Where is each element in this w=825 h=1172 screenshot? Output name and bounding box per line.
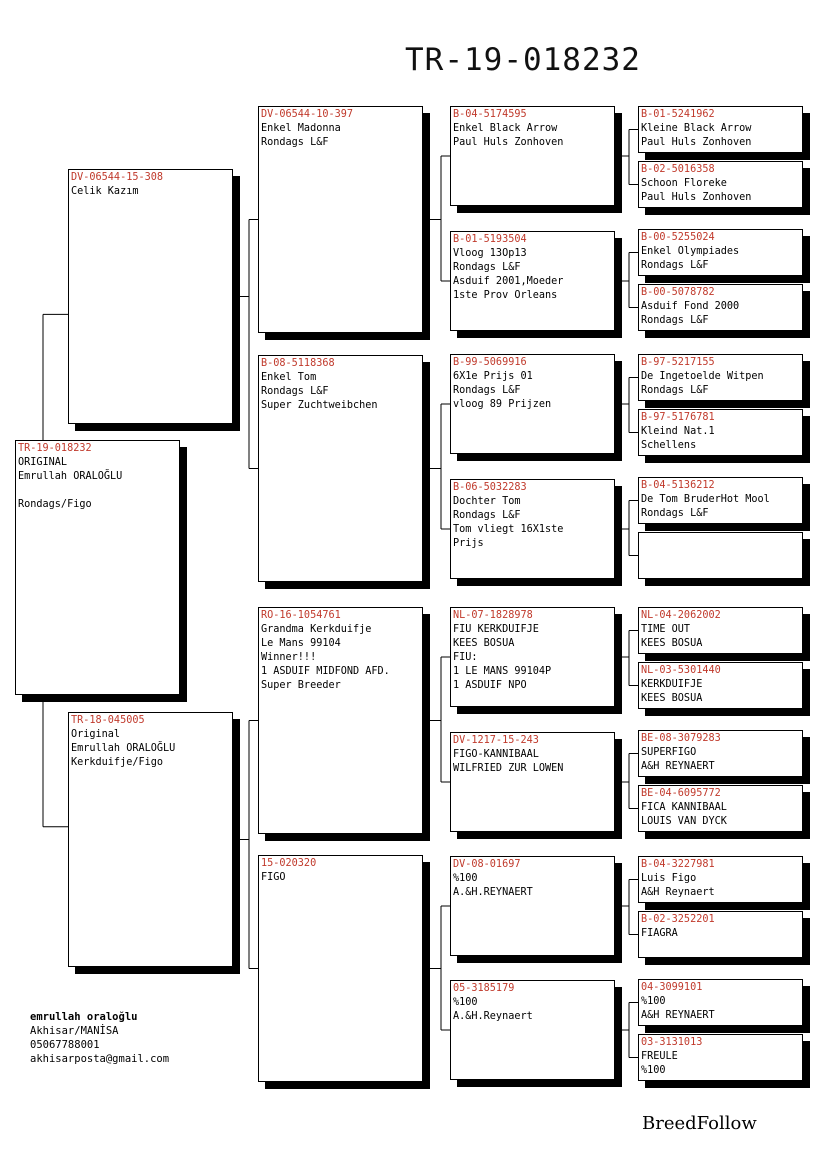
card-line: Rondags L&F [453, 385, 521, 396]
card-line: Winner!!! [261, 652, 317, 663]
card-text [639, 533, 802, 535]
card-line: FIU: [453, 652, 478, 663]
card-line: Vloog 13Op13 [453, 248, 527, 259]
card-text [639, 980, 802, 1024]
card-line: TIME OUT [641, 624, 691, 635]
card-text [259, 608, 422, 694]
card-line: Rondags L&F [641, 315, 709, 326]
breeder-email: akhisarposta@gmail.com [30, 1053, 170, 1065]
card-text [451, 480, 614, 552]
card-line: Grandma Kerkduifje [261, 624, 372, 635]
ancestor-card-g4-9 [638, 607, 803, 654]
card-line: Rondags L&F [261, 137, 329, 148]
card-line: Rondags L&F [641, 260, 709, 271]
ancestor-card-g4-13 [638, 856, 803, 903]
card-line: Super Breeder [261, 680, 341, 691]
card-line: KERKDUIFJE [641, 679, 703, 690]
card-line: FIGO-KANNIBAAL [453, 749, 539, 760]
card-line: ORIGINAL [18, 457, 68, 468]
ring-number: B-97-5176781 [641, 412, 715, 423]
card-line: FICA KANNIBAAL [641, 802, 727, 813]
card-line: De Tom BruderHot Mool [641, 494, 770, 505]
card-line: Paul Huls Zonhoven [641, 137, 752, 148]
ring-number: DV-06544-15-308 [71, 172, 164, 183]
card-text [639, 162, 802, 206]
card-line: Rondags L&F [453, 510, 521, 521]
card-line: KEES BOSUA [641, 693, 703, 704]
card-text [639, 1035, 802, 1079]
card-line [18, 484, 177, 498]
ring-number: B-00-5078782 [641, 287, 715, 298]
ancestor-card-g4-8 [638, 532, 803, 579]
ring-number: 03-3131013 [641, 1037, 703, 1048]
card-line: 6X1e Prijs 01 [453, 371, 533, 382]
ring-number: NL-07-1828978 [453, 610, 533, 621]
card-text [451, 857, 614, 901]
card-line: Enkel Tom [261, 372, 317, 383]
ancestor-card-g3-3 [450, 354, 615, 454]
card-line: Rondags L&F [641, 385, 709, 396]
card-text [259, 856, 422, 886]
card-line: %100 [641, 1065, 666, 1076]
ancestor-card-g4-10 [638, 662, 803, 709]
card-line: De Ingetoelde Witpen [641, 371, 764, 382]
subject-card [15, 440, 180, 695]
card-line: Rondags L&F [453, 262, 521, 273]
card-text [639, 285, 802, 329]
ring-number: B-04-3227981 [641, 859, 715, 870]
ancestor-card-g3-5 [450, 607, 615, 707]
ring-number: TR-19-018232 [18, 443, 92, 454]
card-text [69, 713, 232, 771]
ancestor-card-g2-1 [258, 106, 423, 333]
card-line: Original [71, 729, 121, 740]
card-line: %100 [453, 873, 478, 884]
ancestor-card-g3-1 [450, 106, 615, 206]
ring-number: B-02-5016358 [641, 164, 715, 175]
ancestor-card-g4-3 [638, 229, 803, 276]
card-line: LOUIS VAN DYCK [641, 816, 727, 827]
card-line: Luis Figo [641, 873, 697, 884]
card-line: FIGO [261, 872, 286, 883]
breeder-name: emrullah oraloğlu [30, 1011, 138, 1023]
ancestor-card-g4-14 [638, 911, 803, 958]
card-line: SUPERFIGO [641, 747, 697, 758]
ancestor-card-g3-8 [450, 980, 615, 1080]
card-text [639, 786, 802, 830]
card-line: Enkel Black Arrow [453, 123, 558, 134]
card-text [639, 107, 802, 151]
card-line: Emrullah ORALOĞLU [71, 743, 176, 754]
card-line: A&H REYNAERT [641, 1010, 715, 1021]
ring-number: BE-04-6095772 [641, 788, 721, 799]
ring-number: DV-08-01697 [453, 859, 521, 870]
card-line: FIAGRA [641, 928, 678, 939]
card-line: WILFRIED ZUR LOWEN [453, 763, 564, 774]
card-line: FREULE [641, 1051, 678, 1062]
pedigree-title: TR-19-018232 [405, 42, 641, 78]
ring-number: B-01-5241962 [641, 109, 715, 120]
ring-number: 15-020320 [261, 858, 317, 869]
card-text [639, 478, 802, 522]
card-text [639, 230, 802, 274]
card-text [639, 731, 802, 775]
card-line: 1 LE MANS 99104P [453, 666, 552, 677]
breeder-city: Akhisar/MANİSA [30, 1025, 119, 1037]
card-line: Super Zuchtweibchen [261, 400, 378, 411]
ancestor-card-g3-6 [450, 732, 615, 832]
card-line: 1ste Prov Orleans [453, 290, 558, 301]
ring-number: B-04-5174595 [453, 109, 527, 120]
ancestor-card-g4-16 [638, 1034, 803, 1081]
card-text [451, 107, 614, 151]
ancestor-card-g4-11 [638, 730, 803, 777]
ring-number: NL-04-2062002 [641, 610, 721, 621]
ring-number: NL-03-5301440 [641, 665, 721, 676]
card-line: KEES BOSUA [641, 638, 703, 649]
card-line: Celik Kazım [71, 186, 139, 197]
card-line: Rondags L&F [261, 386, 329, 397]
card-line: Tom vliegt 16X1ste [453, 524, 564, 535]
card-line: Schoon Floreke [641, 178, 727, 189]
card-line: Kerkduifje/Figo [71, 757, 164, 768]
card-line: vloog 89 Prijzen [453, 399, 552, 410]
card-line: A&H Reynaert [641, 887, 715, 898]
card-line: 1 ASDUIF NPO [453, 680, 527, 691]
card-text [639, 355, 802, 399]
ancestor-card-g4-2 [638, 161, 803, 208]
ring-number: DV-1217-15-243 [453, 735, 539, 746]
card-line: Kleind Nat.1 [641, 426, 715, 437]
ring-number: DV-06544-10-397 [261, 109, 354, 120]
ring-number: B-06-5032283 [453, 482, 527, 493]
ancestor-card-g4-12 [638, 785, 803, 832]
card-line: Rondags/Figo [18, 499, 92, 510]
ring-number: B-08-5118368 [261, 358, 335, 369]
card-line: Paul Huls Zonhoven [453, 137, 564, 148]
card-line: A&H REYNAERT [641, 761, 715, 772]
card-text [639, 912, 802, 942]
breeder-contact [30, 1010, 169, 1066]
card-text [639, 857, 802, 901]
card-text [259, 356, 422, 414]
card-line: Prijs [453, 538, 484, 549]
ring-number: B-04-5136212 [641, 480, 715, 491]
ring-number: BE-08-3079283 [641, 733, 721, 744]
ring-number: B-00-5255024 [641, 232, 715, 243]
ancestor-card-g3-2 [450, 231, 615, 331]
ring-number: 05-3185179 [453, 983, 515, 994]
card-text [451, 355, 614, 413]
card-line: FIU KERKDUIFJE [453, 624, 539, 635]
card-line: Asduif 2001,Moeder [453, 276, 564, 287]
ancestor-card-g4-7 [638, 477, 803, 524]
ancestor-card-g2-4 [258, 855, 423, 1082]
card-line: A.&H.REYNAERT [453, 887, 533, 898]
card-text [451, 733, 614, 777]
ancestor-card-g4-4 [638, 284, 803, 331]
ring-number: RO-16-1054761 [261, 610, 341, 621]
card-text [259, 107, 422, 151]
ring-number: B-97-5217155 [641, 357, 715, 368]
card-text [451, 608, 614, 694]
card-line: Schellens [641, 440, 697, 451]
ancestor-card-g2-2 [258, 355, 423, 582]
card-line: A.&H.Reynaert [453, 1011, 533, 1022]
card-text [639, 410, 802, 454]
card-line: Paul Huls Zonhoven [641, 192, 752, 203]
ancestor-card-g4-5 [638, 354, 803, 401]
ancestor-card-g4-15 [638, 979, 803, 1026]
card-text [69, 170, 232, 200]
card-line: Enkel Madonna [261, 123, 341, 134]
card-line: 1 ASDUIF MIDFOND AFD. [261, 666, 390, 677]
card-line: Emrullah ORALOĞLU [18, 471, 123, 482]
ring-number: TR-18-045005 [71, 715, 145, 726]
card-line: Enkel Olympiades [641, 246, 740, 257]
card-line: %100 [453, 997, 478, 1008]
ancestor-card-g1-2 [68, 712, 233, 967]
card-text [16, 441, 179, 513]
card-text [639, 608, 802, 652]
card-line: %100 [641, 996, 666, 1007]
card-text [451, 232, 614, 304]
card-line: KEES BOSUA [453, 638, 515, 649]
card-line: Asduif Fond 2000 [641, 301, 740, 312]
ring-number: B-99-5069916 [453, 357, 527, 368]
ancestor-card-g2-3 [258, 607, 423, 834]
card-line: Dochter Tom [453, 496, 521, 507]
ancestor-card-g3-4 [450, 479, 615, 579]
card-line: Kleine Black Arrow [641, 123, 752, 134]
ancestor-card-g4-1 [638, 106, 803, 153]
ancestor-card-g3-7 [450, 856, 615, 956]
ring-number: 04-3099101 [641, 982, 703, 993]
ancestor-card-g1-1 [68, 169, 233, 424]
card-text [639, 663, 802, 707]
ancestor-card-g4-6 [638, 409, 803, 456]
card-line: Rondags L&F [641, 508, 709, 519]
card-line: Le Mans 99104 [261, 638, 341, 649]
ring-number: B-01-5193504 [453, 234, 527, 245]
brand-logo: BreedFollow [642, 1113, 757, 1134]
ring-number: B-02-3252201 [641, 914, 715, 925]
breeder-phone: 05067788001 [30, 1039, 100, 1051]
card-text [451, 981, 614, 1025]
